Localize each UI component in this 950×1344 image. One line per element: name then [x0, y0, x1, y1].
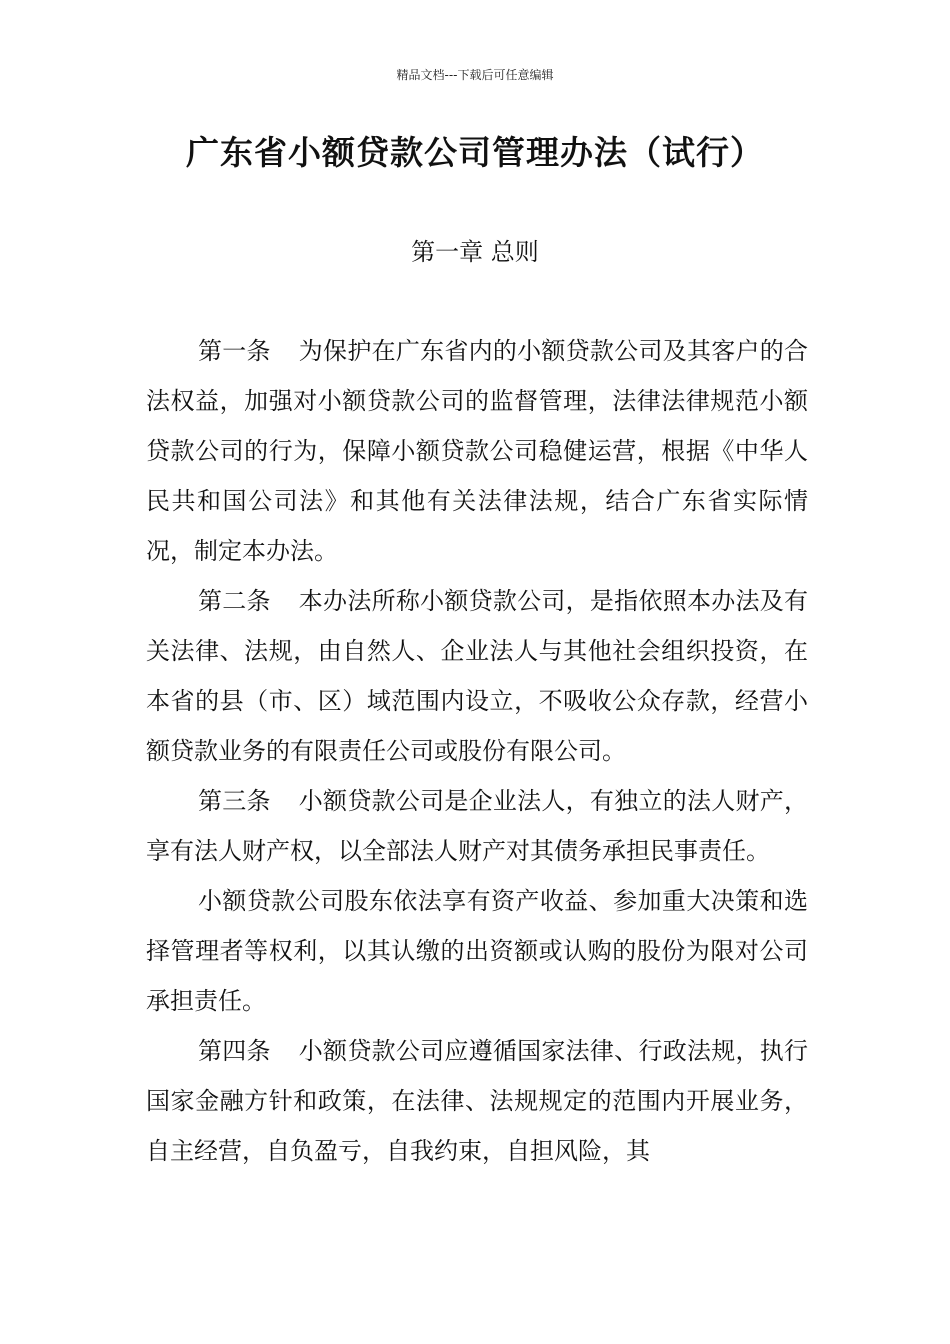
- article-paragraph: [146, 576, 808, 776]
- chapter-heading: 第一章 总则: [411, 238, 539, 266]
- article-text: 小额贷款公司是企业法人，有独立的法人财产，享有法人财产权，以全部法人财产对其债务承担民事责任。: [146, 787, 809, 865]
- article-paragraph: [146, 1026, 808, 1176]
- article-number: 第二条: [198, 587, 271, 615]
- article-text: 小额贷款公司应遵循国家法律、行政法规，执行国家金融方针和政策，在法律、法规规定的范围内开展业务，自主经营，自负盈亏，自我约束，自担风险，其: [146, 1037, 809, 1165]
- article-number: 第一条: [198, 337, 271, 365]
- article-paragraph: [146, 326, 808, 576]
- article-text: 为保护在广东省内的小额贷款公司及其客户的合法权益，加强对小额贷款公司的监督管理，法律法律规范小额贷款公司的行为，保障小额贷款公司稳健运营，根据《中华人民共和国公司法》和其他有关法律法规，结合广东省实际情况，制定本办法。: [146, 337, 809, 565]
- article-number: 第四条: [198, 1037, 271, 1065]
- document-title: 广东省小额贷款公司管理办法（试行）: [186, 133, 764, 172]
- article-text: 小额贷款公司股东依法享有资产收益、参加重大决策和选择管理者等权利，以其认缴的出资额或认购的股份为限对公司承担责任。: [146, 887, 808, 1015]
- article-number: 第三条: [198, 787, 271, 815]
- document-body: [146, 326, 808, 1176]
- header-note: 精品文档---下载后可任意编辑: [396, 68, 554, 82]
- article-paragraph: [146, 776, 808, 876]
- article-text: 本办法所称小额贷款公司，是指依照本办法及有关法律、法规，由自然人、企业法人与其他社会组织投资，在本省的县（市、区）域范围内设立，不吸收公众存款，经营小额贷款业务的有限责任公司或股份有限公司。: [146, 587, 809, 765]
- continuation-paragraph: [146, 876, 808, 1026]
